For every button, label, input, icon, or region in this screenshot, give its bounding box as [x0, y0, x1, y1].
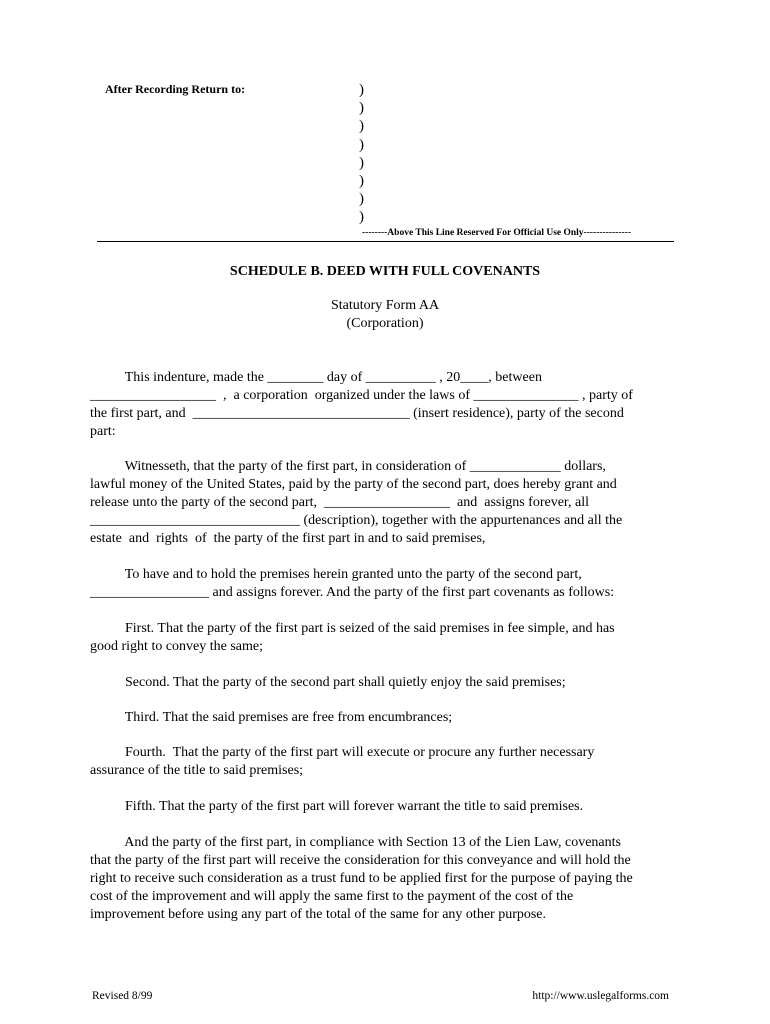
- bracket-paren: ): [359, 136, 364, 153]
- revision-date: Revised 8/99: [92, 990, 153, 1002]
- habendum-line: _________________ and assigns forever. And the party of the first part covenants as follows:: [90, 585, 615, 600]
- document-title: SCHEDULE B. DEED WITH FULL COVENANTS: [229, 264, 541, 279]
- return-address-label: After Recording Return to:: [105, 82, 246, 96]
- lien-law-line: cost of the improvement and will apply the same first to the payment of the cost of the: [90, 889, 574, 904]
- indenture-line: part:: [90, 424, 116, 439]
- bracket-paren: ): [359, 118, 364, 135]
- bracket-paren: ): [359, 191, 364, 208]
- indenture-line: This indenture, made the ________ day of __________ , 20____, between: [90, 370, 542, 385]
- source-url: http://www.uslegalforms.com: [532, 990, 669, 1002]
- covenant-second: Second. That the party of the second part shall quietly enjoy the said premises;: [90, 675, 566, 690]
- bracket-paren: ): [359, 209, 364, 226]
- official-use-notice: --------Above This Line Reserved For Official Use Only---------------: [362, 228, 632, 238]
- recording-bracket: [359, 81, 364, 227]
- indenture-line: __________________ , a corporation organized under the laws of _______________ , party of: [90, 388, 633, 403]
- habendum-line: To have and to hold the premises herein granted unto the party of the second part,: [90, 567, 582, 582]
- form-name: Statutory Form AA: [330, 298, 440, 313]
- witnesseth-line: estate and rights of the party of the first part in and to said premises,: [90, 531, 486, 546]
- lien-law-line: improvement before using any part of the total of the same for any other purpose.: [90, 907, 547, 922]
- indenture-line: the first part, and _______________________________ (insert residence), party of the second: [90, 406, 624, 421]
- witnesseth-line: Witnesseth, that the party of the first part, in consideration of _____________ dollars,: [90, 459, 606, 474]
- witnesseth-line: lawful money of the United States, paid by the party of the second part, does hereby grant and: [90, 477, 617, 492]
- form-type: (Corporation): [346, 316, 424, 331]
- covenant-fifth: Fifth. That the party of the first part will forever warrant the title to said premises.: [90, 799, 584, 814]
- official-use-divider: [97, 241, 674, 242]
- covenant-first-line: First. That the party of the first part is seized of the said premises in fee simple, and has: [90, 621, 615, 636]
- witnesseth-line: ______________________________ (description), together with the appurtenances and all the: [90, 513, 623, 528]
- covenant-fourth-line: Fourth. That the party of the first part will execute or procure any further necessary: [90, 745, 595, 760]
- lien-law-line: right to receive such consideration as a trust fund to be applied first for the purpose of paying the: [90, 871, 633, 886]
- bracket-paren: ): [359, 82, 364, 98]
- covenant-first-line: good right to convey the same;: [90, 639, 264, 654]
- bracket-paren: ): [359, 173, 364, 190]
- bracket-paren: ): [359, 154, 364, 171]
- lien-law-line: that the party of the first part will receive the consideration for this conveyance and will hold the: [90, 853, 631, 868]
- lien-law-line: And the party of the first part, in compliance with Section 13 of the Lien Law, covenants: [90, 835, 621, 850]
- covenant-third: Third. That the said premises are free from encumbrances;: [90, 710, 453, 725]
- covenant-fourth-line: assurance of the title to said premises;: [90, 763, 304, 778]
- witnesseth-line: release unto the party of the second part, __________________ and assigns forever, all: [90, 495, 590, 510]
- bracket-paren: ): [359, 100, 364, 117]
